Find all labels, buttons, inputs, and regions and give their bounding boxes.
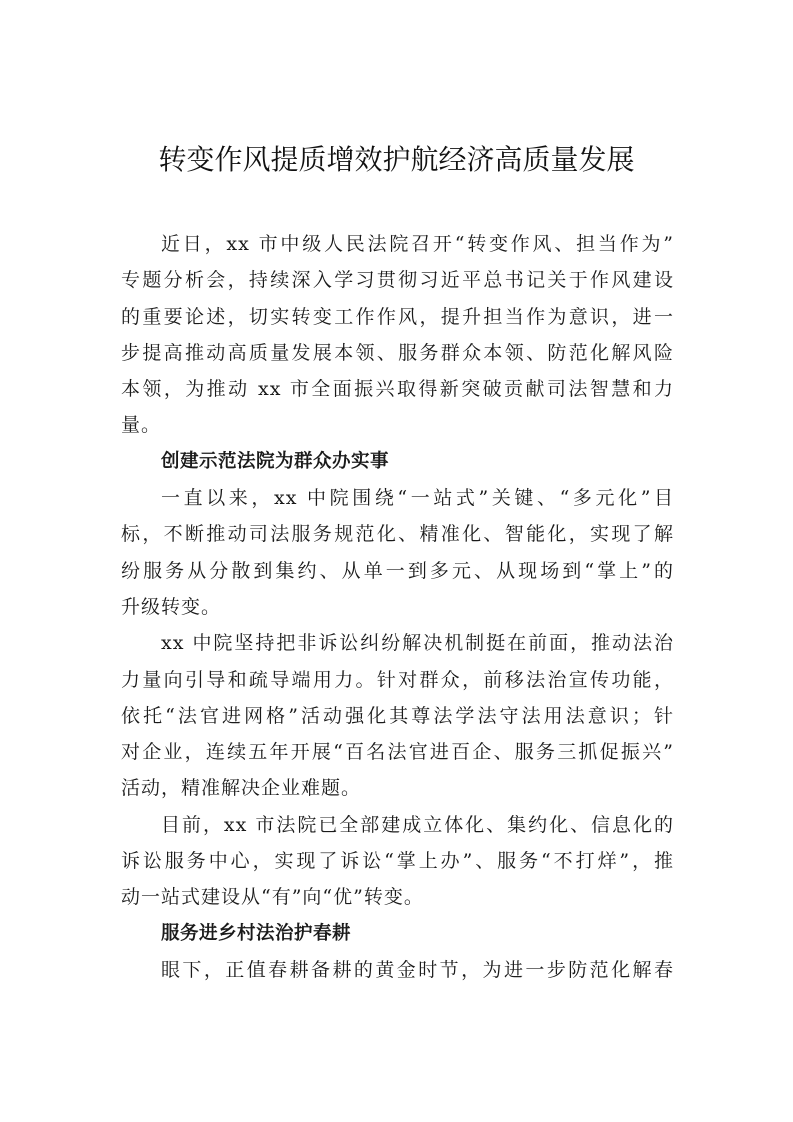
paragraph-line: 升级转变。 [121,595,222,618]
paragraph-line: 纷服务从分散到集约、从单一到多元、从现场到“掌上”的 [121,559,674,582]
paragraph-line: 量。 [121,414,162,437]
paragraph-line: 依托“法官进网格”活动强化其尊法学法守法用法意识；针 [121,704,674,727]
paragraph-line: 标，不断推动司法服务规范化、精准化、智能化，实现了解 [121,523,674,546]
document-body [121,226,674,988]
paragraph-line: 步提高推动高质量发展本领、服务群众本领、防范化解风险 [121,341,674,364]
document-title: 转变作风提质增效护航经济高质量发展 [158,143,635,176]
paragraph-line: 动一站式建设从“有”向“优”转变。 [121,886,424,909]
paragraph-line: xx 中院坚持把非诉讼纠纷解决机制挺在前面，推动法治 [161,632,674,655]
paragraph-line: 活动，精准解决企业难题。 [121,777,362,800]
paragraph-line: 本领，为推动 xx 市全面振兴取得新突破贡献司法智慧和力 [121,378,674,401]
paragraph-line: 目前，xx 市法院已全部建成立体化、集约化、信息化的 [161,813,674,836]
paragraph-line: 一直以来，xx 中院围绕“一站式”关键、“多元化”目 [161,487,674,510]
paragraph-line: 眼下，正值春耕备耕的黄金时节，为进一步防范化解春 [161,958,674,981]
paragraph-line: 近日，xx 市中级人民法院召开“转变作风、担当作为” [161,233,674,255]
section-heading: 服务进乡村法治护春耕 [161,922,352,944]
paragraph-line: 对企业，连续五年开展“百名法官进百企、服务三抓促振兴” [121,741,674,764]
paragraph-line: 专题分析会，持续深入学习贯彻习近平总书记关于作风建设 [121,269,674,292]
paragraph-line: 力量向引导和疏导端用力。针对群众，前移法治宣传功能， [121,668,674,691]
paragraph-line: 诉讼服务中心，实现了诉讼“掌上办”、服务“不打烊”，推 [121,850,674,873]
paragraph-line: 的重要论述，切实转变工作作风，提升担当作为意识，进一 [121,305,674,328]
section-heading: 创建示范法院为群众办实事 [161,450,390,472]
